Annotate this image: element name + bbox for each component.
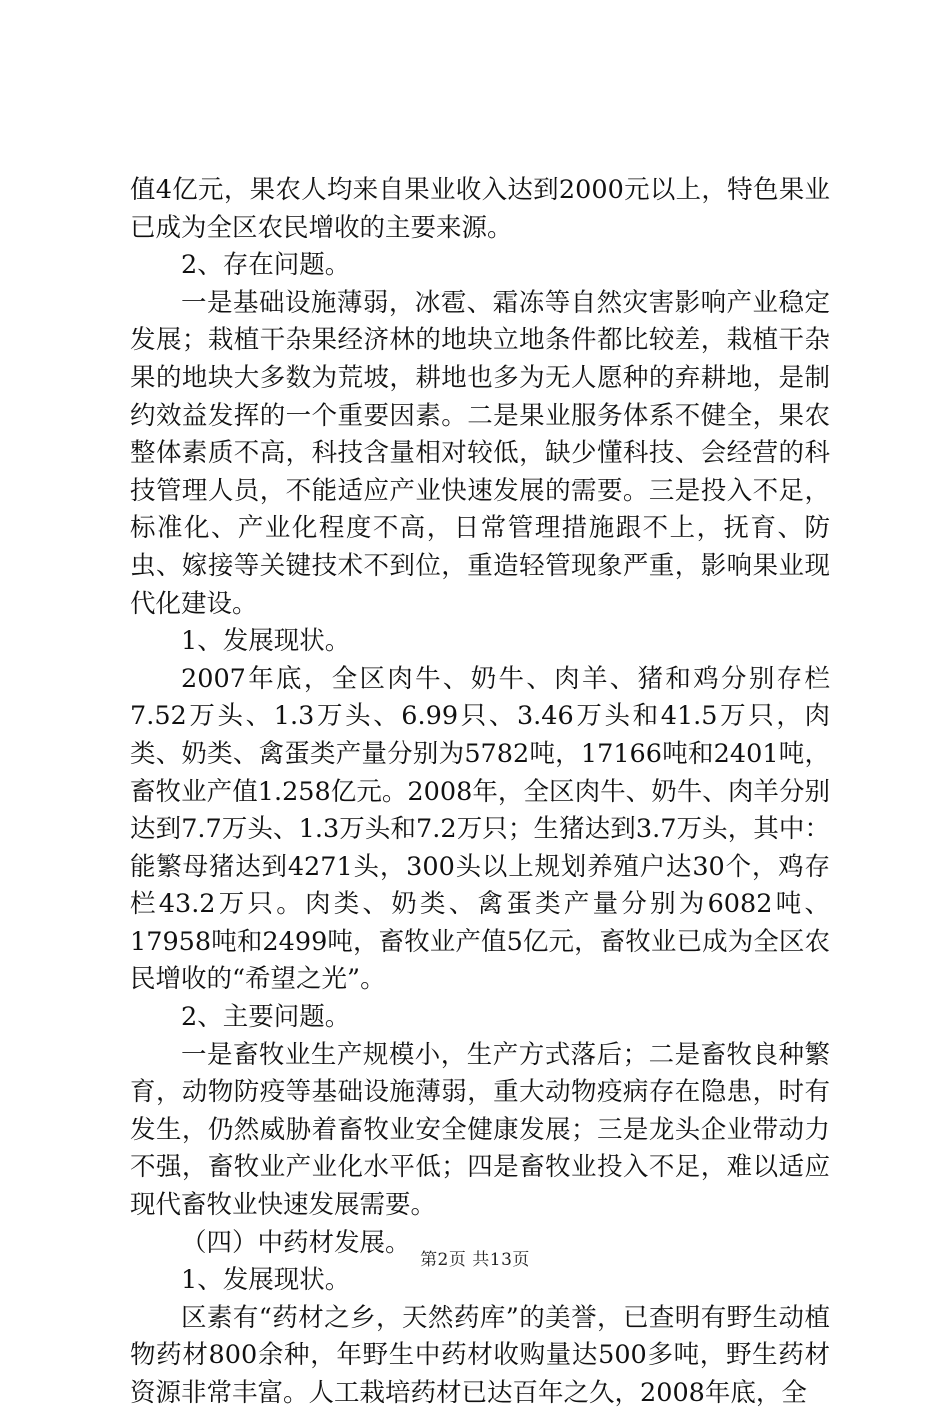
- heading-herbal-development-status: 1、发展现状。: [181, 1265, 351, 1296]
- paragraph-herbal-status: 区素有“药材之乡，天然药库”的美誉，已查明有野生动植物药材800余种，年野生中药材收购量达500多吨，野生药材资源非常丰富。人工栽培药材已达百年之久，2008年底，全: [130, 1302, 830, 1408]
- heading-development-status: 1、发展现状。: [181, 626, 351, 657]
- paragraph-livestock-problems: 一是畜牧业生产规模小，生产方式落后；二是畜牧良种繁育，动物防疫等基础设施薄弱，重大动物疫病存在隐患，时有发生，仍然威胁着畜牧业安全健康发展；三是龙头企业带动力不强，畜牧业产业化水平低；四是畜牧业投入不足，难以适应现代畜牧业快速发展需要。: [130, 1039, 830, 1221]
- heading-main-problems: 2、主要问题。: [181, 1002, 351, 1033]
- section-heading-herbal-medicine: （四）中药材发展。: [181, 1227, 411, 1258]
- document-body: [130, 172, 830, 1413]
- heading-existing-problems: 2、存在问题。: [181, 250, 351, 281]
- paragraph-fruit-income: 值4亿元，果农人均来自果业收入达到2000元以上，特色果业已成为全区农民增收的主要来源。: [130, 175, 830, 243]
- page-number-footer: 第2页 共13页: [420, 1250, 530, 1270]
- paragraph-livestock-status: 2007年底，全区肉牛、奶牛、肉羊、猪和鸡分别存栏7.52万头、1.3万头、6.99只、3.46万头和41.5万只，肉类、奶类、禽蛋类产量分别为5782吨，17166吨和2401吨，畜牧业产值1.258亿元。2008年，全区肉牛、奶牛、肉羊分别达到7.7万头、1.3万头和7.2万只；生猪达到3.7万头，其中：能繁母猪达到4271头，300头以上规划养殖户达30个，鸡存栏43.2万只。肉类、奶类、禽蛋类产量分别为6082吨、17958吨和2499吨，畜牧业产值5亿元，畜牧业已成为全区农民增收的“希望之光”。: [130, 663, 830, 995]
- paragraph-fruit-problems: 一是基础设施薄弱，冰雹、霜冻等自然灾害影响产业稳定发展；栽植干杂果经济林的地块立地条件都比较差，栽植干杂果的地块大多数为荒坡，耕地也多为无人愿种的弃耕地，是制约效益发挥的一个重要因素。二是果业服务体系不健全，果农整体素质不高，科技含量相对较低，缺少懂科技、会经营的科技管理人员，不能适应产业快速发展的需要。三是投入不足，标准化、产业化程度不高，日常管理措施跟不上，抚育、防虫、嫁接等关键技术不到位，重造轻管现象严重，影响果业现代化建设。: [130, 287, 830, 619]
